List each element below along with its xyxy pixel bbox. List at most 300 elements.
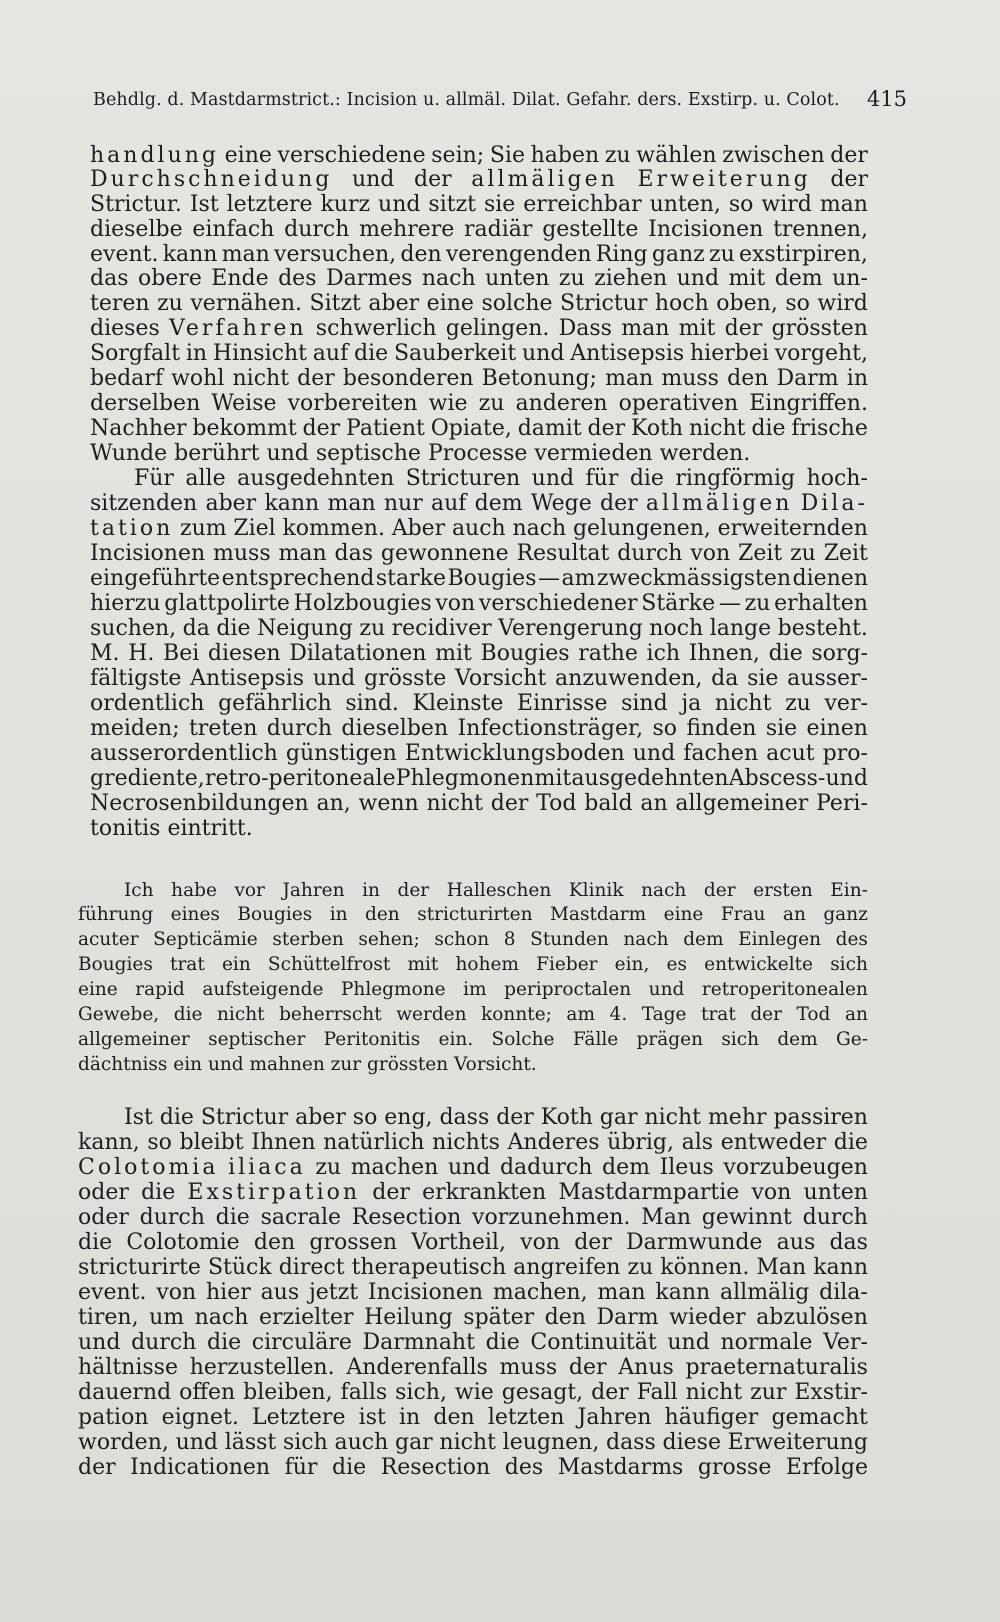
word: Stricturen bbox=[405, 466, 521, 491]
word: und bbox=[667, 1330, 710, 1355]
word: und bbox=[522, 341, 565, 366]
line-text bbox=[90, 416, 868, 442]
word: Exstir- bbox=[794, 1380, 868, 1405]
word: Erweiterung bbox=[637, 167, 811, 192]
word: Bougies bbox=[237, 904, 313, 925]
word: der bbox=[302, 416, 341, 441]
word: nicht bbox=[688, 416, 746, 441]
word: mit bbox=[678, 316, 716, 341]
word: an bbox=[640, 791, 668, 816]
word: man bbox=[605, 366, 654, 391]
word: wählen bbox=[636, 143, 717, 168]
word: — bbox=[537, 566, 560, 591]
line-text bbox=[90, 641, 868, 667]
word: Klinik bbox=[568, 880, 624, 901]
word: pation bbox=[78, 1405, 149, 1430]
word: kommen. bbox=[282, 516, 385, 541]
word: der bbox=[78, 1455, 116, 1480]
word: der bbox=[830, 143, 868, 168]
running-head bbox=[93, 86, 907, 120]
word: gelingen. bbox=[445, 316, 550, 341]
word: und bbox=[175, 1430, 218, 1455]
line-text bbox=[78, 1054, 537, 1076]
word: man bbox=[819, 192, 868, 217]
line-text bbox=[90, 591, 868, 617]
word: Abscess- bbox=[728, 766, 826, 791]
word: später bbox=[463, 1305, 535, 1330]
line-text bbox=[78, 929, 868, 951]
word: hier bbox=[205, 1280, 251, 1305]
word: Darmes bbox=[325, 266, 413, 291]
line-text bbox=[90, 766, 868, 792]
word: wieder bbox=[669, 1305, 746, 1330]
line-text bbox=[90, 691, 868, 717]
line-text bbox=[78, 1029, 868, 1051]
word: und bbox=[378, 192, 421, 217]
word: entwickelte bbox=[704, 954, 814, 975]
word: Phlegmone bbox=[340, 979, 446, 1000]
word: sich bbox=[830, 954, 868, 975]
word: zu bbox=[785, 691, 811, 716]
word: Halleschen bbox=[446, 880, 552, 901]
word: der bbox=[591, 1380, 629, 1405]
word: Indicationen bbox=[130, 1455, 271, 1480]
word: von bbox=[156, 1280, 197, 1305]
word: die bbox=[141, 1180, 176, 1205]
word: einfach bbox=[192, 217, 275, 242]
word: man bbox=[597, 1280, 646, 1305]
line-text bbox=[78, 1180, 868, 1206]
word: Fieber bbox=[536, 954, 598, 975]
word: Koth bbox=[630, 416, 684, 441]
line-text bbox=[90, 192, 868, 218]
word: ver- bbox=[824, 691, 868, 716]
word: machen bbox=[350, 1155, 439, 1180]
word: Weise bbox=[211, 391, 277, 416]
word: Stück bbox=[207, 1255, 272, 1280]
word: für bbox=[284, 1455, 318, 1480]
word: kann bbox=[813, 1255, 868, 1280]
word: Fälle bbox=[572, 1029, 619, 1050]
line-text bbox=[90, 366, 868, 392]
word: dieselbe bbox=[90, 217, 183, 242]
word: Wege bbox=[530, 491, 592, 516]
word: zwischen bbox=[722, 143, 825, 168]
line-text bbox=[90, 441, 750, 467]
line-text bbox=[78, 1205, 868, 1231]
word: Antisepsis bbox=[570, 341, 685, 366]
word: Darmnaht bbox=[362, 1330, 475, 1355]
word: grossen bbox=[309, 1230, 398, 1255]
word: die bbox=[485, 1330, 520, 1355]
word: Darmwunde bbox=[626, 1230, 763, 1255]
word: verschiedener bbox=[478, 591, 638, 616]
word: erhalten bbox=[774, 591, 868, 616]
word: ein. bbox=[438, 1029, 474, 1050]
word: und bbox=[676, 266, 720, 291]
word: aber bbox=[368, 291, 420, 316]
word: Verfahren bbox=[169, 316, 307, 341]
word: kurz bbox=[320, 192, 371, 217]
line-text bbox=[90, 566, 868, 592]
word: Tod bbox=[796, 1004, 831, 1025]
word: periproctalen bbox=[504, 979, 632, 1000]
word: alle bbox=[185, 466, 226, 491]
word: trat bbox=[701, 1004, 736, 1025]
word: durch bbox=[284, 217, 350, 242]
word: schwerlich bbox=[315, 316, 437, 341]
word: Bougies bbox=[447, 566, 537, 591]
line-text bbox=[90, 816, 253, 842]
word: Fall bbox=[636, 1380, 678, 1405]
word: jetzt bbox=[308, 1280, 359, 1305]
word: und bbox=[78, 1330, 121, 1355]
word: Hinsicht bbox=[212, 341, 307, 366]
word: dem bbox=[774, 266, 823, 291]
word: Resultat bbox=[516, 541, 610, 566]
word: nicht bbox=[217, 1004, 265, 1025]
word: H. bbox=[128, 641, 155, 666]
word: die bbox=[78, 1230, 113, 1255]
word: grosse bbox=[697, 1455, 772, 1480]
word: Zeit bbox=[738, 541, 783, 566]
word: man bbox=[221, 242, 270, 267]
word: ausser- bbox=[787, 666, 868, 691]
word: normale bbox=[720, 1330, 813, 1355]
word: entsprechend bbox=[221, 566, 375, 591]
word: Sauberkeit bbox=[393, 341, 517, 366]
word: dass bbox=[439, 1105, 490, 1130]
word: grediente, bbox=[90, 766, 205, 791]
word: gelungenen, bbox=[572, 516, 711, 541]
word: nicht bbox=[426, 791, 484, 816]
word: ein bbox=[221, 954, 251, 975]
word: teren bbox=[90, 291, 150, 316]
word: eine bbox=[78, 979, 118, 1000]
word: zu bbox=[558, 266, 585, 291]
word: dauernd bbox=[78, 1380, 172, 1405]
word: eingeführte bbox=[90, 566, 221, 591]
word: recidiver bbox=[391, 616, 492, 641]
line-text bbox=[78, 1230, 868, 1256]
word: ersten bbox=[753, 880, 813, 901]
word: bekommt bbox=[192, 416, 297, 441]
word: Man bbox=[756, 1255, 807, 1280]
word: zum bbox=[179, 516, 227, 541]
word: aus bbox=[776, 1230, 816, 1255]
word: habe bbox=[171, 880, 217, 901]
word: zu bbox=[790, 541, 816, 566]
word: Ver- bbox=[823, 1330, 868, 1355]
word: so bbox=[147, 1130, 172, 1155]
word: un- bbox=[832, 266, 868, 291]
word: iliaca bbox=[228, 1155, 306, 1180]
word: angreifen bbox=[513, 1255, 621, 1280]
word: von bbox=[435, 591, 476, 616]
word: frische bbox=[791, 416, 868, 441]
word: nach bbox=[512, 516, 567, 541]
word: in bbox=[362, 880, 380, 901]
word: hierbei bbox=[690, 341, 769, 366]
word: radiär bbox=[464, 217, 533, 242]
word: Peritonitis bbox=[323, 1029, 421, 1050]
word: oben, bbox=[716, 291, 778, 316]
word: der bbox=[372, 1180, 410, 1205]
word: in bbox=[846, 366, 868, 391]
word: dass bbox=[606, 1430, 656, 1455]
word: die bbox=[215, 1205, 250, 1230]
line-text bbox=[78, 904, 868, 926]
word: da bbox=[182, 616, 210, 641]
word: sacrale bbox=[260, 1205, 341, 1230]
word: ganz bbox=[651, 242, 705, 267]
word: die bbox=[833, 1130, 868, 1155]
word: dila- bbox=[819, 1280, 868, 1305]
line-text bbox=[90, 167, 868, 193]
word: Strictur bbox=[560, 291, 648, 316]
word: des bbox=[504, 1455, 544, 1480]
word: Strictur bbox=[200, 1105, 289, 1130]
word: nach bbox=[194, 1305, 249, 1330]
word: den bbox=[544, 1305, 586, 1330]
word: durch bbox=[139, 1205, 205, 1230]
word: acuter bbox=[78, 929, 139, 950]
word: machen, bbox=[492, 1280, 588, 1305]
word: mit bbox=[435, 641, 472, 666]
word: zu bbox=[708, 242, 735, 267]
word: sich bbox=[721, 1029, 759, 1050]
word: ringförmig bbox=[675, 466, 796, 491]
word: damit bbox=[517, 416, 582, 441]
word: die bbox=[768, 641, 803, 666]
word: ausserordentlich bbox=[90, 741, 278, 766]
word: hältnisse bbox=[78, 1355, 178, 1380]
word: Betonung; bbox=[481, 366, 597, 391]
word: der bbox=[496, 1105, 534, 1130]
word: Jahren bbox=[282, 880, 345, 901]
word: Ende bbox=[211, 266, 269, 291]
word: 8 bbox=[503, 929, 516, 950]
line-text bbox=[134, 466, 868, 492]
word: verschiedene bbox=[277, 143, 426, 168]
word: erweiternden bbox=[717, 516, 868, 541]
word: zu bbox=[315, 1155, 342, 1180]
word: sein; bbox=[431, 143, 485, 168]
word: vorbereiten bbox=[287, 391, 418, 416]
word: Sorgfalt bbox=[90, 341, 181, 366]
word: Schüttelfrost bbox=[267, 954, 391, 975]
word: wie bbox=[454, 1380, 494, 1405]
word: Ge- bbox=[836, 1029, 868, 1050]
line-text bbox=[90, 291, 868, 317]
word: Kleinste bbox=[412, 691, 504, 716]
word: die bbox=[751, 416, 786, 441]
word: passiren bbox=[773, 1105, 868, 1130]
word: ganz bbox=[823, 904, 868, 925]
word: Nachher bbox=[90, 416, 187, 441]
word: Einlegen bbox=[738, 929, 822, 950]
word: wenn bbox=[358, 791, 419, 816]
word: nach bbox=[421, 266, 476, 291]
word: Koth bbox=[540, 1105, 593, 1130]
word: günstigen bbox=[285, 741, 397, 766]
word: an bbox=[782, 904, 806, 925]
word: und bbox=[312, 666, 356, 691]
word: letztere bbox=[226, 192, 313, 217]
text-run: dächtniss ein und mahnen zur grössten Vorsicht. bbox=[78, 1054, 537, 1075]
word: eine bbox=[224, 143, 272, 168]
word: durch bbox=[802, 1205, 868, 1230]
word: abzulösen bbox=[756, 1305, 868, 1330]
word: als bbox=[681, 1130, 714, 1155]
line-text bbox=[90, 791, 868, 817]
line-text bbox=[90, 391, 868, 417]
line-text bbox=[90, 143, 868, 169]
word: offen bbox=[179, 1380, 236, 1405]
word: wohl bbox=[171, 366, 225, 391]
word: bleibt bbox=[179, 1130, 244, 1155]
word: Einrisse bbox=[517, 691, 608, 716]
word: Phlegmonen bbox=[395, 766, 535, 791]
word: mit bbox=[728, 266, 766, 291]
word: aus bbox=[260, 1280, 300, 1305]
word: ziehen bbox=[594, 266, 668, 291]
word: unten bbox=[803, 1180, 868, 1205]
word: am bbox=[561, 566, 596, 591]
word: Aber bbox=[391, 516, 446, 541]
word: durch bbox=[617, 541, 683, 566]
word: Ihnen bbox=[251, 1130, 316, 1155]
word: prägen bbox=[636, 1029, 703, 1050]
word: allmäligen bbox=[645, 491, 793, 516]
word: den bbox=[253, 1230, 296, 1255]
word: Entwicklungsboden bbox=[404, 741, 625, 766]
word: so bbox=[652, 716, 677, 741]
word: auch bbox=[334, 1430, 389, 1455]
line-text bbox=[78, 1305, 868, 1331]
word: verengenden bbox=[445, 242, 592, 267]
word: eignet. bbox=[161, 1405, 239, 1430]
word: Dass bbox=[558, 316, 612, 341]
word: den bbox=[727, 366, 769, 391]
word: Colotomie bbox=[126, 1230, 240, 1255]
word: Neigung bbox=[257, 616, 353, 641]
word: wie bbox=[428, 391, 468, 416]
word: nur bbox=[383, 491, 423, 516]
word: mit bbox=[407, 954, 439, 975]
word: mehrere bbox=[359, 217, 455, 242]
word: dieses bbox=[90, 316, 160, 341]
word: der bbox=[724, 316, 763, 341]
word: so bbox=[785, 291, 810, 316]
word: Colotomia bbox=[78, 1155, 219, 1180]
word: finden bbox=[686, 716, 757, 741]
word: ja bbox=[681, 691, 702, 716]
word: nicht bbox=[644, 1105, 701, 1130]
word: sie bbox=[765, 716, 798, 741]
word: Strictur. bbox=[90, 192, 182, 217]
word: gemacht bbox=[771, 1405, 868, 1430]
word: Gewebe, bbox=[78, 1004, 160, 1025]
line-text bbox=[90, 741, 868, 767]
text-run: tonitis eintritt. bbox=[90, 816, 253, 841]
word: der bbox=[568, 1355, 607, 1380]
line-text bbox=[90, 242, 868, 268]
word: und bbox=[648, 979, 685, 1000]
word: am bbox=[566, 1004, 595, 1025]
word: nicht bbox=[714, 691, 772, 716]
line-text bbox=[78, 1330, 868, 1356]
word: Zeit bbox=[823, 541, 868, 566]
word: gar bbox=[599, 1105, 638, 1130]
word: Vortheil, bbox=[411, 1230, 506, 1255]
word: kann bbox=[655, 1280, 711, 1305]
word: es bbox=[666, 954, 687, 975]
word: da bbox=[711, 666, 739, 691]
word: Opiate, bbox=[430, 416, 512, 441]
word: Für bbox=[134, 466, 174, 491]
word: schon bbox=[434, 929, 490, 950]
word: lange bbox=[709, 616, 772, 641]
word: Septicämie bbox=[153, 929, 258, 950]
word: hoch- bbox=[806, 466, 868, 491]
line-text bbox=[90, 316, 868, 342]
word: nach bbox=[623, 929, 669, 950]
word: des bbox=[278, 266, 317, 291]
word: anderen bbox=[515, 391, 608, 416]
word: vor bbox=[234, 880, 265, 901]
word: Ziel bbox=[233, 516, 276, 541]
word: praeternaturalis bbox=[685, 1355, 868, 1380]
word: ist bbox=[358, 1405, 386, 1430]
word: Antisepsis bbox=[190, 666, 305, 691]
word: Darm bbox=[776, 366, 839, 391]
word: den bbox=[400, 242, 442, 267]
word: muss bbox=[661, 366, 719, 391]
word: in bbox=[329, 904, 348, 925]
word: handlung bbox=[90, 143, 219, 168]
word: führung bbox=[78, 904, 154, 925]
word: man bbox=[621, 316, 670, 341]
word: um bbox=[149, 1305, 185, 1330]
word: direct bbox=[278, 1255, 345, 1280]
word: eine bbox=[663, 904, 704, 925]
word: Peri- bbox=[816, 791, 868, 816]
word: der bbox=[297, 366, 335, 391]
word: grösste bbox=[363, 666, 447, 691]
line-text bbox=[90, 716, 868, 742]
line-text bbox=[78, 1455, 868, 1481]
word: und bbox=[531, 466, 575, 491]
word: Ist bbox=[124, 1105, 153, 1130]
word: pro- bbox=[822, 741, 868, 766]
word: wird bbox=[761, 192, 812, 217]
word: den bbox=[433, 1405, 475, 1430]
word: Ileus bbox=[659, 1155, 714, 1180]
word: Dila- bbox=[800, 491, 868, 516]
word: der bbox=[574, 1230, 612, 1255]
word: entweder bbox=[720, 1130, 827, 1155]
word: oder bbox=[78, 1180, 129, 1205]
word: zu bbox=[627, 1255, 654, 1280]
word: Ein- bbox=[830, 880, 868, 901]
word: der bbox=[750, 1004, 782, 1025]
word: dem bbox=[474, 491, 523, 516]
line-text bbox=[78, 1004, 868, 1026]
word: sind bbox=[621, 691, 668, 716]
word: zu bbox=[604, 143, 631, 168]
word: zu bbox=[478, 391, 505, 416]
